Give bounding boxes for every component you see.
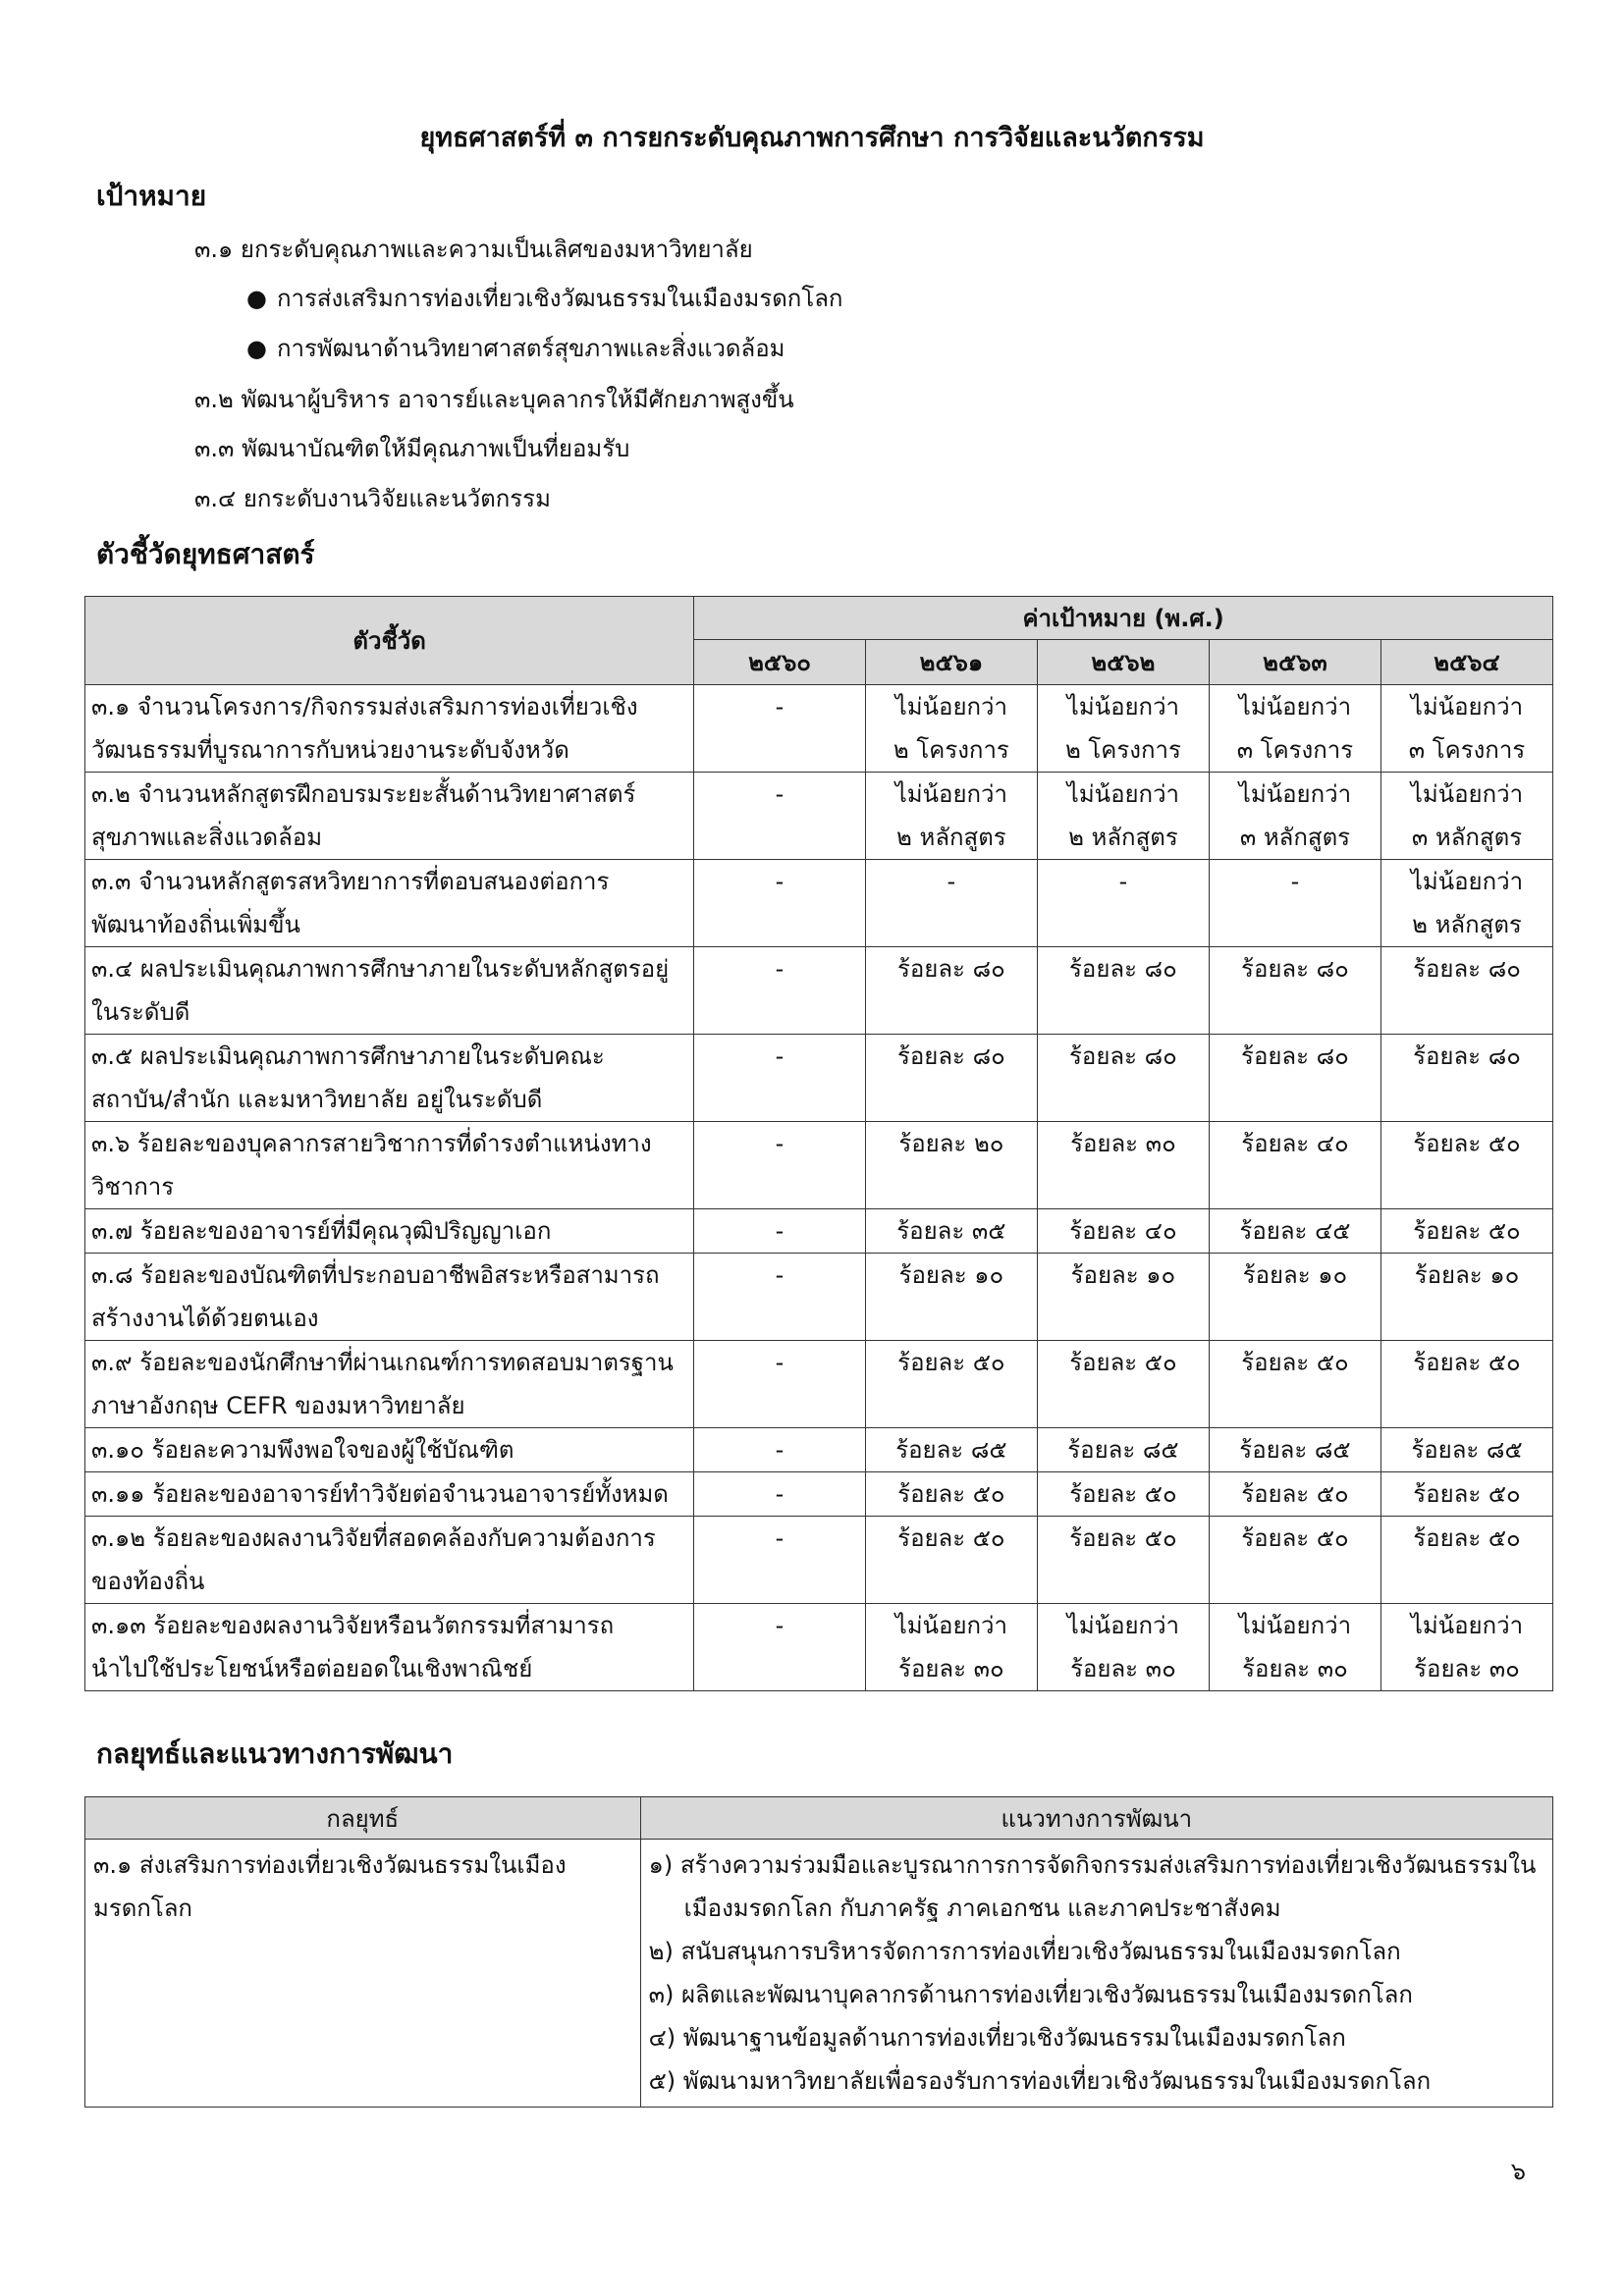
page-number: ๖ — [1510, 2158, 1526, 2185]
table-row — [85, 1604, 1553, 1691]
strategies-table — [84, 1796, 1553, 2108]
target-value-line: ร้อยละ ๔๐ — [1241, 1130, 1349, 1157]
target-value-line: ร้อยละ ๕๐ — [1241, 1480, 1349, 1508]
indicators-heading: ตัวชี้วัดยุทธศาสตร์ — [96, 538, 315, 570]
bullet-icon: ● — [246, 335, 267, 362]
target-value-line: ไม่น้อยกว่า — [1410, 693, 1524, 721]
target-value-line: ร้อยละ ๘๐ — [1069, 955, 1177, 983]
target-value — [1380, 1517, 1552, 1604]
target-value — [1380, 1254, 1552, 1341]
target-value — [694, 1035, 866, 1122]
target-value-line: ร้อยละ ๓๐ — [1242, 1655, 1348, 1682]
target-value-line: ร้อยละ ๘๕ — [1239, 1436, 1351, 1464]
target-value-line: ร้อยละ ๕๐ — [897, 1349, 1005, 1376]
table-row — [85, 1840, 1553, 2108]
approach-list — [640, 1840, 1552, 2108]
approach-item: ๑) สร้างความร่วมมือและบูรณาการการจัดกิจกรรมส่งเสริมการท่องเที่ยวเชิงวัฒนธรรมใน — [648, 1851, 1537, 1879]
target-value — [1037, 1604, 1209, 1691]
goal-subitem-text: การพัฒนาด้านวิทยาศาสตร์สุขภาพและสิ่งแวดล้อม — [276, 335, 785, 362]
target-value-line: ร้อยละ ๘๐ — [1413, 955, 1521, 983]
target-value — [694, 1254, 866, 1341]
indicator-name-line: ๓.๙ ร้อยละของนักศึกษาที่ผ่านเกณฑ์การทดสอบมาตรฐาน — [91, 1349, 674, 1376]
indicator-name-line: วิชาการ — [91, 1173, 175, 1201]
target-value-line: ๒ โครงการ — [1064, 736, 1181, 764]
target-value-line: ไม่น้อยกว่า — [1066, 693, 1180, 721]
table-row — [85, 1428, 1553, 1472]
target-value-line: ร้อยละ ๑๐ — [1242, 1261, 1348, 1289]
approach-item: ๔) พัฒนาฐานข้อมูลด้านการท่องเที่ยวเชิงวัฒนธรรมในเมืองมรดกโลก — [648, 2024, 1346, 2052]
year-header: ๒๕๖๓ — [1209, 640, 1380, 685]
target-value-line: ร้อยละ ๓๐ — [1070, 1655, 1176, 1682]
target-value-line: - — [775, 1130, 785, 1157]
target-value-line: ไม่น้อยกว่า — [894, 693, 1007, 721]
indicator-name — [85, 1122, 694, 1209]
goal-item: ๓.๓ พัฒนาบัณฑิตให้มีคุณภาพเป็นที่ยอมรับ — [194, 435, 630, 462]
table-row — [85, 1035, 1553, 1122]
approach-item: ๓) ผลิตและพัฒนาบุคลากรด้านการท่องเที่ยวเชิงวัฒนธรรมในเมืองมรดกโลก — [648, 1981, 1413, 2008]
target-value — [1037, 1341, 1209, 1428]
indicator-name-line: ๓.๑ จำนวนโครงการ/กิจกรรมส่งเสริมการท่องเที่ยวเชิง — [91, 693, 638, 721]
target-value-line: ร้อยละ ๕๐ — [1413, 1130, 1521, 1157]
indicator-name — [85, 1472, 694, 1517]
target-value-line: ร้อยละ ๘๐ — [1241, 955, 1349, 983]
target-value — [1380, 1428, 1552, 1472]
target-value-line: ไม่น้อยกว่า — [1238, 1612, 1352, 1639]
table-row — [85, 1209, 1553, 1254]
table-row — [85, 685, 1553, 773]
target-value-line: ๒ หลักสูตร — [896, 824, 1006, 851]
strategy-name-line: ๓.๑ ส่งเสริมการท่องเที่ยวเชิงวัฒนธรรมในเมือง — [93, 1851, 567, 1879]
target-value-line: ไม่น้อยกว่า — [1238, 693, 1352, 721]
indicator-name — [85, 1035, 694, 1122]
target-value-line: - — [775, 1217, 785, 1245]
target-value-line: ร้อยละ ๘๐ — [1241, 1042, 1349, 1070]
indicator-name-line: ๓.๑๑ ร้อยละของอาจารย์ทำวิจัยต่อจำนวนอาจารย์ทั้งหมด — [91, 1480, 669, 1508]
target-value — [694, 1428, 866, 1472]
target-value-line: ไม่น้อยกว่า — [1066, 780, 1180, 808]
target-value — [1037, 1035, 1209, 1122]
indicator-name — [85, 1209, 694, 1254]
target-value-line: ๒ หลักสูตร — [1068, 824, 1178, 851]
target-value — [1209, 1035, 1380, 1122]
year-header: ๒๕๖๑ — [865, 640, 1037, 685]
target-value-line: ร้อยละ ๕๐ — [1241, 1524, 1349, 1552]
indicator-name-line: วัฒนธรรมที่บูรณาการกับหน่วยงานระดับจังหวัด — [91, 736, 569, 764]
target-value — [865, 860, 1037, 947]
indicator-name-line: สุขภาพและสิ่งแวดล้อม — [91, 824, 323, 851]
target-value-line: ร้อยละ ๓๕ — [896, 1217, 1006, 1245]
target-value-line: ร้อยละ ๕๐ — [1069, 1480, 1177, 1508]
target-value — [1380, 1122, 1552, 1209]
target-value-line: ร้อยละ ๘๕ — [1067, 1436, 1179, 1464]
target-value — [1037, 1428, 1209, 1472]
target-value-line: - — [775, 780, 785, 808]
target-value-line: ๒ หลักสูตร — [1412, 911, 1522, 938]
target-value-line: ร้อยละ ๑๐ — [1414, 1261, 1520, 1289]
target-value-line: ไม่น้อยกว่า — [1410, 868, 1524, 895]
target-value — [1209, 1254, 1380, 1341]
target-value — [865, 685, 1037, 773]
target-value-line: ๓ โครงการ — [1408, 736, 1526, 764]
indicator-name-line: ๓.๑๓ ร้อยละของผลงานวิจัยหรือนวัตกรรมที่สามารถ — [91, 1612, 615, 1639]
target-value — [1209, 1604, 1380, 1691]
indicator-name-line: ๓.๑๐ ร้อยละความพึงพอใจของผู้ใช้บัณฑิต — [91, 1436, 514, 1464]
target-value-line: ไม่น้อยกว่า — [894, 1612, 1007, 1639]
target-value — [1037, 1517, 1209, 1604]
indicator-name-line: ๓.๕ ผลประเมินคุณภาพการศึกษาภายในระดับคณะ — [91, 1042, 605, 1070]
target-value-line: ร้อยละ ๕๐ — [1413, 1480, 1521, 1508]
target-value-line: ไม่น้อยกว่า — [1066, 1612, 1180, 1639]
target-value-line: - — [947, 868, 956, 895]
target-value — [1209, 1428, 1380, 1472]
target-value-line: ร้อยละ ๕๐ — [1413, 1217, 1521, 1245]
target-value-line: - — [775, 955, 785, 983]
target-value — [865, 947, 1037, 1035]
target-value-line: ร้อยละ ๘๐ — [1069, 1042, 1177, 1070]
approach-item: ๒) สนับสนุนการบริหารจัดการการท่องเที่ยวเชิงวัฒนธรรมในเมืองมรดกโลก — [648, 1938, 1401, 1965]
target-value-line: ร้อยละ ๘๐ — [1413, 1042, 1521, 1070]
target-value — [1380, 1209, 1552, 1254]
strategy-name-line: มรดกโลก — [93, 1895, 192, 1922]
target-value — [865, 1341, 1037, 1428]
target-value — [865, 773, 1037, 860]
table-row — [85, 1472, 1553, 1517]
target-value — [1037, 773, 1209, 860]
table-row — [85, 773, 1553, 860]
target-value-line: ไม่น้อยกว่า — [894, 780, 1007, 808]
goal-subitem — [246, 329, 785, 367]
indicator-name-line: นำไปใช้ประโยชน์หรือต่อยอดในเชิงพาณิชย์ — [91, 1655, 533, 1682]
target-value-line: ร้อยละ ๕๐ — [1413, 1349, 1521, 1376]
target-value-line: ร้อยละ ๑๐ — [1070, 1261, 1176, 1289]
target-value — [865, 1209, 1037, 1254]
target-value-line: ร้อยละ ๕๐ — [1413, 1524, 1521, 1552]
indicator-name — [85, 773, 694, 860]
target-value — [865, 1122, 1037, 1209]
target-value-line: ร้อยละ ๘๐ — [896, 1042, 1005, 1070]
target-value — [865, 1517, 1037, 1604]
target-value — [694, 773, 866, 860]
target-value-line: ร้อยละ ๕๐ — [1241, 1349, 1349, 1376]
target-value — [1380, 1604, 1552, 1691]
goal-item: ๓.๒ พัฒนาผู้บริหาร อาจารย์และบุคลากรให้มีศักยภาพสูงขึ้น — [194, 386, 794, 413]
target-value — [865, 1254, 1037, 1341]
approach-item: ๕) พัฒนามหาวิทยาลัยเพื่อรองรับการท่องเที่ยวเชิงวัฒนธรรมในเมืองมรดกโลก — [648, 2067, 1432, 2095]
table-row — [85, 860, 1553, 947]
target-value-line: - — [775, 1524, 785, 1552]
target-value-line: ร้อยละ ๓๐ — [898, 1655, 1004, 1682]
target-value — [694, 1604, 866, 1691]
indicator-name — [85, 1254, 694, 1341]
target-value — [1037, 685, 1209, 773]
strategy-name — [85, 1840, 641, 2108]
target-value — [1209, 1341, 1380, 1428]
target-value-line: ไม่น้อยกว่า — [1410, 780, 1524, 808]
target-value-line: ร้อยละ ๕๐ — [897, 1524, 1005, 1552]
table-row — [85, 947, 1553, 1035]
target-value-line: ไม่น้อยกว่า — [1410, 1612, 1524, 1639]
target-value — [1209, 1122, 1380, 1209]
target-value — [1209, 860, 1380, 947]
target-value — [1209, 947, 1380, 1035]
indicator-name-line: ๓.๑๒ ร้อยละของผลงานวิจัยที่สอดคล้องกับความต้องการ — [91, 1524, 656, 1552]
indicator-column-header: ตัวชี้วัด — [85, 597, 694, 685]
target-value-line: ร้อยละ ๒๐ — [898, 1130, 1004, 1157]
target-column-header: ค่าเป้าหมาย (พ.ศ.) — [694, 597, 1553, 640]
target-value-line: - — [775, 1436, 785, 1464]
indicator-name — [85, 947, 694, 1035]
target-value-line: - — [775, 1261, 785, 1289]
target-value — [694, 1472, 866, 1517]
approach-column-header: แนวทางการพัฒนา — [640, 1797, 1552, 1840]
target-value — [1037, 1254, 1209, 1341]
indicator-name-line: ๓.๖ ร้อยละของบุคลากรสายวิชาการที่ดำรงตำแหน่งทาง — [91, 1130, 652, 1157]
goal-subitem-text: การส่งเสริมการท่องเที่ยวเชิงวัฒนธรรมในเมืองมรดกโลก — [276, 285, 843, 312]
target-value — [1037, 860, 1209, 947]
target-value — [1380, 1472, 1552, 1517]
target-value-line: ๒ โครงการ — [893, 736, 1009, 764]
goal-item: ๓.๔ ยกระดับงานวิจัยและนวัตกรรม — [194, 485, 551, 512]
target-value-line: - — [775, 868, 785, 895]
target-value-line: ร้อยละ ๓๐ — [1070, 1130, 1176, 1157]
indicator-name-line: พัฒนาท้องถิ่นเพิ่มขึ้น — [91, 911, 300, 938]
target-value — [1380, 773, 1552, 860]
indicator-name-line: ๓.๒ จำนวนหลักสูตรฝึกอบรมระยะสั้นด้านวิทยาศาสตร์ — [91, 780, 636, 808]
year-header: ๒๕๖๔ — [1380, 640, 1552, 685]
indicator-name-line: ภาษาอังกฤษ CEFR ของมหาวิทยาลัย — [91, 1392, 465, 1419]
page-title: ยุทธศาสตร์ที่ ๓ การยกระดับคุณภาพการศึกษา การวิจัยและนวัตกรรม — [419, 123, 1205, 153]
table-row — [85, 1341, 1553, 1428]
target-value-line: ร้อยละ ๘๐ — [896, 955, 1005, 983]
target-value-line: ไม่น้อยกว่า — [1238, 780, 1352, 808]
target-value — [694, 1209, 866, 1254]
table-row — [85, 1122, 1553, 1209]
goals-heading: เป้าหมาย — [96, 180, 207, 212]
target-value — [865, 1035, 1037, 1122]
target-value — [1037, 947, 1209, 1035]
target-value — [694, 1517, 866, 1604]
target-value — [865, 1428, 1037, 1472]
goal-item: ๓.๑ ยกระดับคุณภาพและความเป็นเลิศของมหาวิทยาลัย — [194, 236, 753, 263]
bullet-icon: ● — [246, 285, 267, 312]
target-value — [1380, 685, 1552, 773]
target-value-line: - — [1290, 868, 1300, 895]
target-value — [1380, 860, 1552, 947]
target-value — [1380, 1035, 1552, 1122]
target-value — [694, 947, 866, 1035]
indicator-name — [85, 1341, 694, 1428]
target-value — [865, 1472, 1037, 1517]
indicator-name-line: สถาบัน/สำนัก และมหาวิทยาลัย อยู่ในระดับดี — [91, 1086, 543, 1113]
target-value-line: - — [775, 1042, 785, 1070]
target-value-line: ร้อยละ ๕๐ — [1069, 1524, 1177, 1552]
target-value — [1037, 1122, 1209, 1209]
indicator-name — [85, 860, 694, 947]
target-value-line: ร้อยละ ๔๕ — [1239, 1217, 1351, 1245]
indicator-name-line: ในระดับดี — [91, 998, 190, 1026]
indicator-name-line: ๓.๗ ร้อยละของอาจารย์ที่มีคุณวุฒิปริญญาเอก — [91, 1217, 552, 1245]
indicator-name — [85, 1517, 694, 1604]
target-value — [865, 1604, 1037, 1691]
indicator-name — [85, 1428, 694, 1472]
target-value-line: ๓ หลักสูตร — [1411, 824, 1523, 851]
year-header: ๒๕๖๒ — [1037, 640, 1209, 685]
target-value — [1209, 773, 1380, 860]
target-value-line: ร้อยละ ๘๕ — [1411, 1436, 1523, 1464]
target-value — [694, 860, 866, 947]
target-value-line: - — [775, 1349, 785, 1376]
target-value — [1037, 1472, 1209, 1517]
target-value-line: ร้อยละ ๕๐ — [897, 1480, 1005, 1508]
target-value-line: ร้อยละ ๕๐ — [1069, 1349, 1177, 1376]
target-value-line: ๓ โครงการ — [1236, 736, 1354, 764]
strategy-column-header: กลยุทธ์ — [85, 1797, 641, 1840]
target-value — [694, 685, 866, 773]
indicator-name — [85, 685, 694, 773]
target-value-line: - — [775, 693, 785, 721]
target-value — [1380, 947, 1552, 1035]
target-value — [694, 1122, 866, 1209]
target-value — [1209, 1517, 1380, 1604]
indicator-name-line: ของท้องถิ่น — [91, 1568, 205, 1595]
indicator-name-line: ๓.๓ จำนวนหลักสูตรสหวิทยาการที่ตอบสนองต่อการ — [91, 868, 610, 895]
target-value-line: - — [775, 1480, 785, 1508]
target-value-line: ร้อยละ ๓๐ — [1414, 1655, 1520, 1682]
target-value-line: - — [775, 1612, 785, 1639]
indicators-table — [84, 596, 1553, 1691]
table-row — [85, 1254, 1553, 1341]
target-value-line: ร้อยละ ๑๐ — [898, 1261, 1004, 1289]
target-value-line: ร้อยละ ๔๐ — [1069, 1217, 1177, 1245]
target-value — [1209, 685, 1380, 773]
target-value — [694, 1341, 866, 1428]
target-value-line: - — [1118, 868, 1128, 895]
indicator-name-line: สร้างงานได้ด้วยตนเอง — [91, 1305, 319, 1332]
table-row — [85, 1517, 1553, 1604]
target-value — [1380, 1341, 1552, 1428]
target-value — [1209, 1472, 1380, 1517]
target-value-line: ร้อยละ ๘๕ — [895, 1436, 1007, 1464]
target-value — [1037, 1209, 1209, 1254]
target-value — [1209, 1209, 1380, 1254]
year-header: ๒๕๖๐ — [694, 640, 866, 685]
indicator-name — [85, 1604, 694, 1691]
goal-subitem — [246, 279, 842, 317]
indicator-name-line: ๓.๘ ร้อยละของบัณฑิตที่ประกอบอาชีพอิสระหรือสามารถ — [91, 1261, 660, 1289]
target-value-line: ๓ หลักสูตร — [1239, 824, 1351, 851]
strategies-heading: กลยุทธ์และแนวทางการพัฒนา — [96, 1737, 454, 1770]
indicator-name-line: ๓.๔ ผลประเมินคุณภาพการศึกษาภายในระดับหลักสูตรอยู่ — [91, 955, 670, 983]
approach-item: เมืองมรดกโลก กับภาครัฐ ภาคเอกชน และภาคประชาสังคม — [683, 1895, 1281, 1922]
